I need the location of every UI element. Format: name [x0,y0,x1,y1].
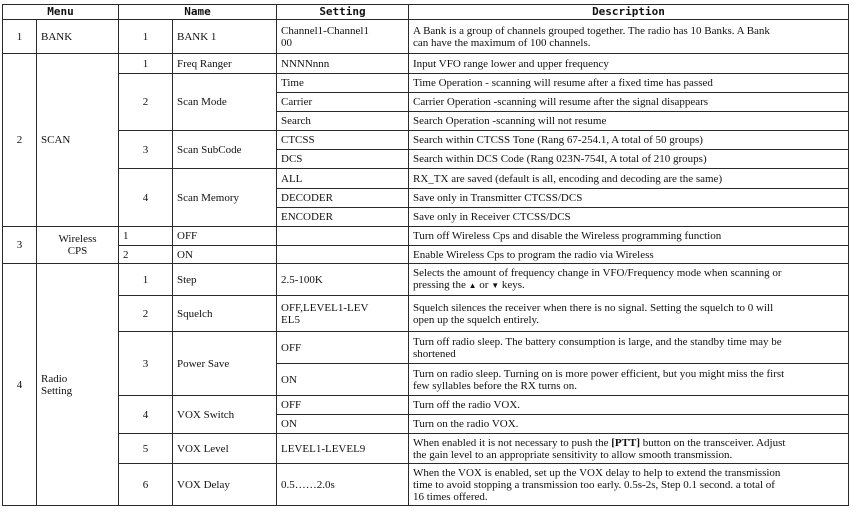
item-name: Scan Memory [173,169,277,227]
menu-name-bank: BANK [37,20,119,54]
item-name: VOX Level [173,434,277,464]
item-number: 4 [119,396,173,434]
menu-name-scan: SCAN [37,54,119,227]
item-description: Squelch silences the receiver when there is no signal. Setting the squelch to 0 will open up the squelch entirely. [409,296,849,332]
item-setting: OFF [277,332,409,364]
item-number: 2 [119,74,173,131]
item-setting: ALL [277,169,409,189]
item-setting: 0.5……2.0s [277,464,409,506]
item-number: 1 [119,264,173,296]
item-setting: ENCODER [277,208,409,227]
item-setting: ON [277,415,409,434]
item-number: 4 [119,169,173,227]
down-arrow-icon: ▼ [491,281,500,290]
table-row-scan-memory [3,169,849,189]
table-row-step [3,264,849,296]
item-description: Turn on radio sleep. Turning on is more power efficient, but you might miss the first few syllables before the RX turns on. [409,364,849,396]
header-description: Description [409,5,849,20]
item-setting: 2.5-100K [277,264,409,296]
item-description: Turn on the radio VOX. [409,415,849,434]
item-description: Search within CTCSS Tone (Rang 67-254.1, A total of 50 groups) [409,131,849,150]
up-arrow-icon: ▲ [468,281,477,290]
menu-settings-table [2,4,849,506]
item-description: Input VFO range lower and upper frequency [409,54,849,74]
menu-number-bank: 1 [3,20,37,54]
item-setting: ON [277,364,409,396]
item-name: VOX Delay [173,464,277,506]
item-description: When enabled it is not necessary to push the [PTT] button on the transceiver. Adjust the gain level to an appropriate sensitivity to allow smooth transmission. [409,434,849,464]
item-setting: Time [277,74,409,93]
item-setting: Channel1-Channel1 00 [277,20,409,54]
item-name: BANK 1 [173,20,277,54]
menu-name-wireless: Wireless CPS [37,227,119,264]
table-row-freq-ranger [3,54,849,74]
item-setting [277,227,409,246]
item-description: A Bank is a group of channels grouped together. The radio has 10 Banks. A Bank can have the maximum of 100 channels. [409,20,849,54]
item-setting: OFF [277,396,409,415]
item-setting: Carrier [277,93,409,112]
item-number: 2 [119,296,173,332]
item-number: 3 [119,131,173,169]
item-setting: DECODER [277,189,409,208]
item-description: Turn off radio sleep. The battery consumption is large, and the standby time may be shortened [409,332,849,364]
item-description: Search Operation -scanning will not resume [409,112,849,131]
item-description: Turn off the radio VOX. [409,396,849,415]
item-description: Search within DCS Code (Rang 023N-754I, A total of 210 groups) [409,150,849,169]
item-number: 1 [119,20,173,54]
item-description: Carrier Operation -scanning will resume after the signal disappears [409,93,849,112]
table-row-squelch [3,296,849,332]
table-row-wireless-off [3,227,849,246]
item-setting: CTCSS [277,131,409,150]
item-number: 1 [119,54,173,74]
item-setting [277,246,409,264]
item-setting: DCS [277,150,409,169]
item-name: VOX Switch [173,396,277,434]
item-description: Save only in Transmitter CTCSS/DCS [409,189,849,208]
item-name: Power Save [173,332,277,396]
item-name: ON [173,246,277,264]
table-row-vox-switch [3,396,849,415]
item-description: Time Operation - scanning will resume after a fixed time has passed [409,74,849,93]
item-name: Step [173,264,277,296]
header-name: Name [119,5,277,20]
item-description: Turn off Wireless Cps and disable the Wireless programming function [409,227,849,246]
menu-number-radio: 4 [3,264,37,506]
menu-name-radio: Radio Setting [37,264,119,506]
table-row-bank1 [3,20,849,54]
item-description: When the VOX is enabled, set up the VOX delay to help to extend the transmission time to avoid stopping a transmission too early. 0.5s-2s, Step 0.1 second. a total of 16 times offered. [409,464,849,506]
table-row-scan-subcode [3,131,849,150]
table-row-wireless-on [3,246,849,264]
item-setting: NNNNnnn [277,54,409,74]
table-row-power-save [3,332,849,364]
item-number: 5 [119,434,173,464]
item-setting: LEVEL1-LEVEL9 [277,434,409,464]
item-number: 1 [119,227,173,246]
item-description: RX_TX are saved (default is all, encoding and decoding are the same) [409,169,849,189]
table-row-vox-delay [3,464,849,506]
item-number: 6 [119,464,173,506]
menu-number-scan: 2 [3,54,37,227]
table-row-vox-level [3,434,849,464]
item-setting: Search [277,112,409,131]
item-number: 3 [119,332,173,396]
item-name: Scan SubCode [173,131,277,169]
item-name: Freq Ranger [173,54,277,74]
item-number: 2 [119,246,173,264]
header-menu: Menu [3,5,119,20]
table-row-scan-mode [3,74,849,93]
item-name: OFF [173,227,277,246]
item-name: Squelch [173,296,277,332]
header-setting: Setting [277,5,409,20]
menu-number-wireless: 3 [3,227,37,264]
item-description: Enable Wireless Cps to program the radio via Wireless [409,246,849,264]
item-description: Save only in Receiver CTCSS/DCS [409,208,849,227]
item-name: Scan Mode [173,74,277,131]
header-row [3,5,849,20]
item-setting: OFF,LEVEL1-LEV EL5 [277,296,409,332]
item-description: Selects the amount of frequency change in VFO/Frequency mode when scanning or pressing the ▲ or ▼ keys. [409,264,849,296]
